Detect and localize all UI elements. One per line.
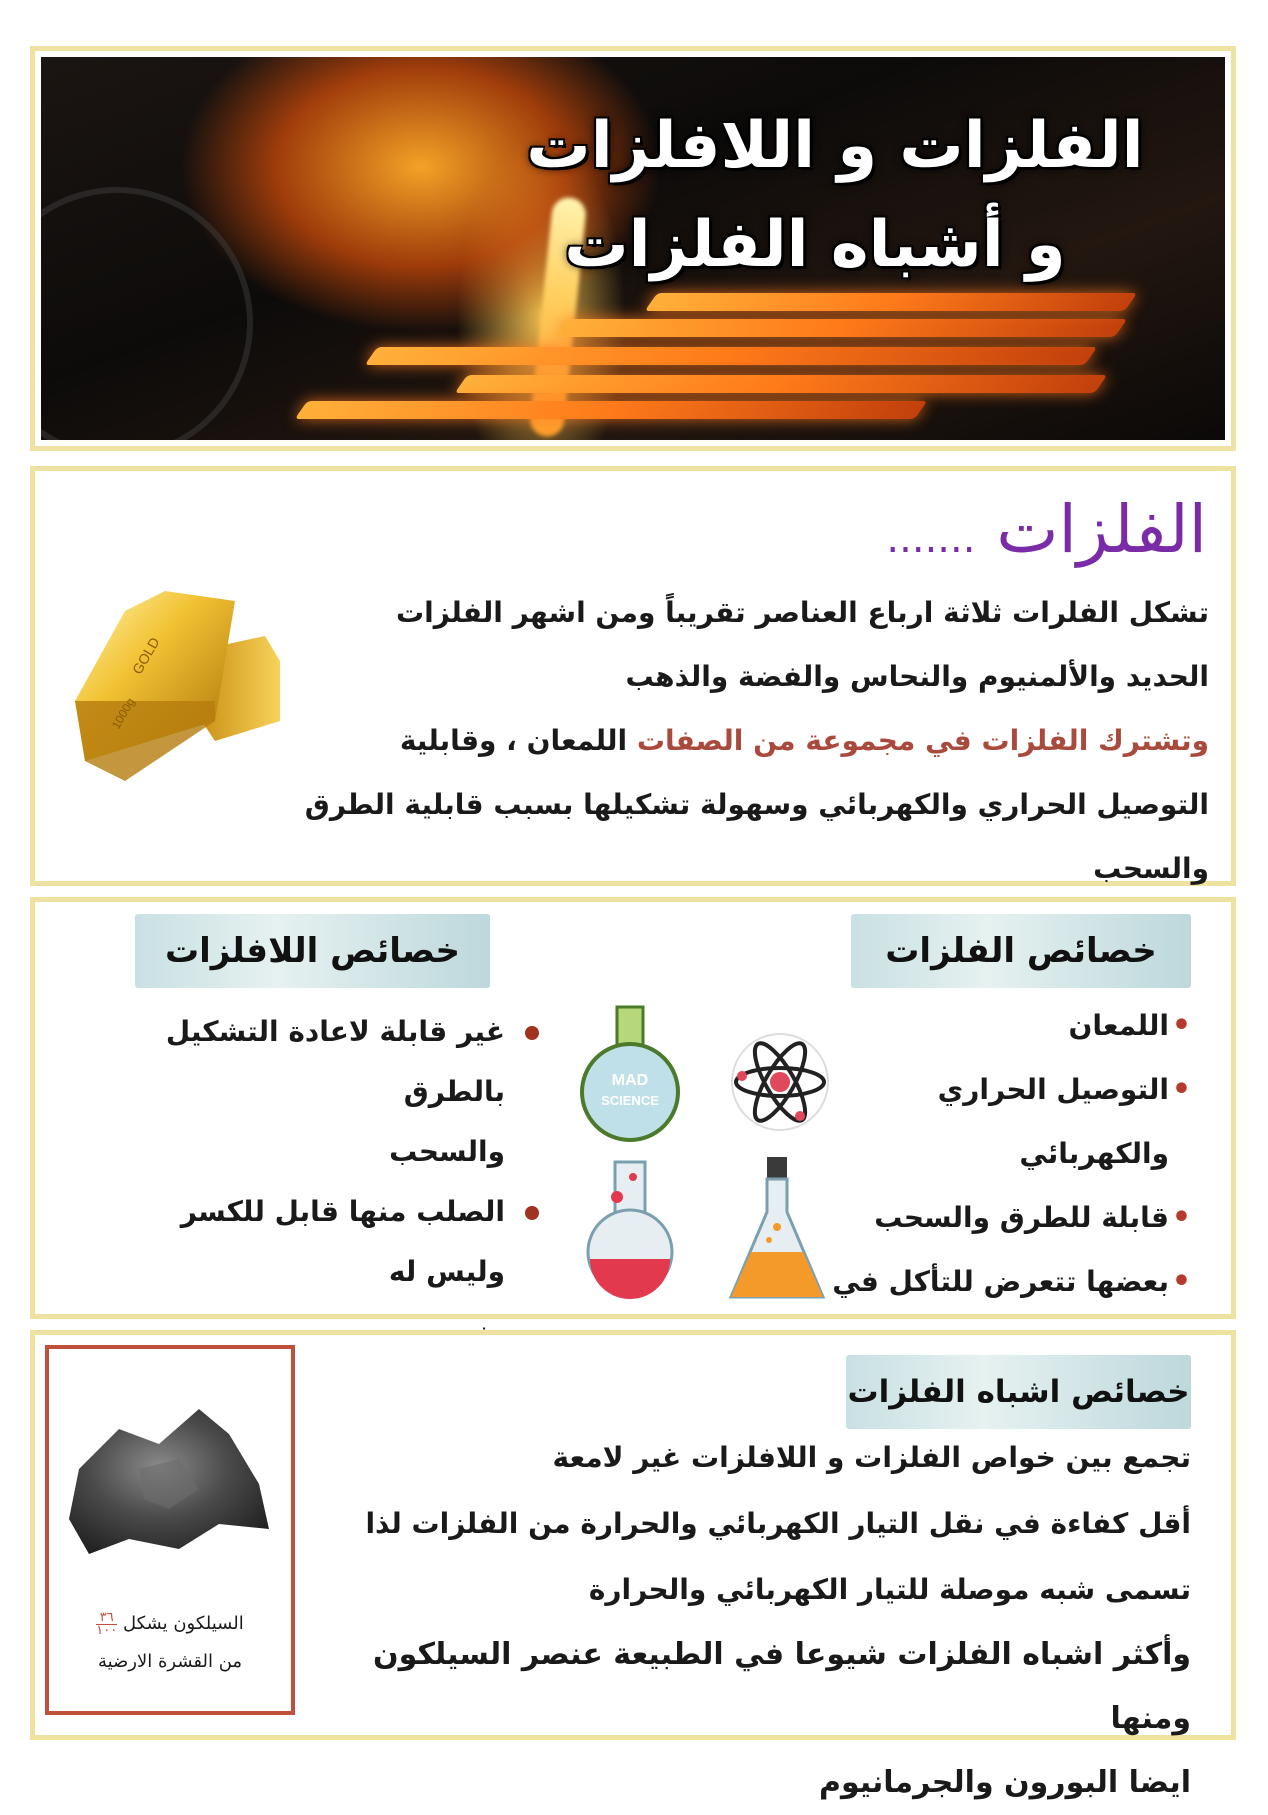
metalloids-line: تسمى شبه موصلة للتيار الكهربائي والحرارة <box>588 1573 1191 1606</box>
glowing-bar <box>365 347 1098 365</box>
glowing-bar <box>295 401 928 419</box>
list-item-continuation: والسحب <box>389 1135 505 1168</box>
list-item: الصلب منها قابل للكسر وليس له <box>95 1182 545 1302</box>
red-flask-icon <box>588 1162 672 1299</box>
metalloids-line: تجمع بين خواص الفلزات و اللافلزات غير لامعة <box>552 1441 1191 1474</box>
metal-properties-heading: خصائص الفلزات <box>851 914 1191 988</box>
title-line-1: الفلزات و اللافلزات <box>526 109 1144 183</box>
list-item: غير قابلة لاعادة التشكيل بالطرق <box>95 1002 545 1122</box>
orange-flask-icon <box>731 1157 823 1297</box>
gold-bar-side <box>75 701 215 781</box>
silicon-rock-image <box>49 1389 291 1589</box>
list-item: • التوصيل الحراري والكهربائي <box>791 1058 1191 1186</box>
fraction-numerator: ٣٦ <box>96 1612 117 1625</box>
molten-metal-image <box>41 57 1225 440</box>
metalloid-properties-heading: خصائص اشباه الفلزات <box>846 1355 1191 1429</box>
metalloids-section <box>30 1330 1236 1800</box>
heading-dots: ....... <box>886 516 976 562</box>
list-item: • اللمعان <box>791 994 1191 1058</box>
glowing-bar <box>555 319 1128 337</box>
title-line-2: و أشباه الفلزات <box>564 208 1066 283</box>
metals-section <box>30 466 1236 886</box>
metals-heading-text: الفلزات <box>996 491 1207 568</box>
list-item: • بعضها تتعرض للتأكل في <box>791 1250 1191 1314</box>
metals-line: والسحب <box>1093 852 1209 885</box>
flask-label: MAD <box>611 1072 649 1089</box>
gold-weight-label: 1000g <box>108 695 138 732</box>
metals-line-rest: اللمعان ، وقابلية <box>399 724 637 757</box>
gold-label: GOLD <box>128 634 163 677</box>
metalloids-line: وأكثر اشباه الفلزات شيوعا في الطبيعة عنصر السيلكون ومنها <box>373 1637 1191 1736</box>
metals-line: الحديد والألمنيوم والنحاس والفضة والذهب <box>625 660 1209 693</box>
metalloids-line: ايضا البورون والجرمانيوم <box>818 1765 1191 1800</box>
silicon-caption <box>49 1605 291 1681</box>
flask-label: SCIENCE <box>601 1093 659 1108</box>
metalloids-description <box>301 1425 1191 1815</box>
silicon-caption-text: السيلكون يشكل <box>122 1613 244 1634</box>
mad-science-flask-icon <box>582 1007 678 1140</box>
metals-heading <box>886 491 1207 568</box>
metals-line: التوصيل الحراري والكهربائي وسهولة تشكيلها بسبب قابلية الطرق <box>304 788 1209 821</box>
silicon-caption-text: من القشرة الارضية <box>97 1651 243 1672</box>
science-icons <box>555 997 855 1307</box>
silicon-fraction <box>96 1609 118 1638</box>
glowing-bar <box>645 293 1138 311</box>
glowing-bar <box>455 375 1108 393</box>
properties-section <box>30 897 1236 1319</box>
metalloids-line: أقل كفاءة في نقل التيار الكهربائي والحرارة من الفلزات لذا <box>365 1507 1191 1540</box>
fraction-denominator: ١٠٠ <box>96 1622 118 1638</box>
metals-line: تشكل الفلرات ثلاثة ارباع العناصر تقريباً ومن اشهر الفلزات <box>396 596 1209 629</box>
wheel-silhouette <box>41 187 253 440</box>
list-item: • قابلة للطرق والسحب <box>791 1186 1191 1250</box>
nonmetal-properties-heading: خصائص اللافلزات <box>135 914 490 988</box>
page-title <box>495 97 1175 295</box>
title-banner <box>30 46 1236 451</box>
metals-shared-traits: وتشترك الفلزات في مجموعة من الصفات <box>636 724 1209 757</box>
metals-description <box>249 581 1209 901</box>
silicon-box <box>45 1345 295 1715</box>
gold-bars-image <box>65 581 295 791</box>
metals-line <box>249 709 1209 773</box>
atom-icon <box>732 1034 828 1130</box>
